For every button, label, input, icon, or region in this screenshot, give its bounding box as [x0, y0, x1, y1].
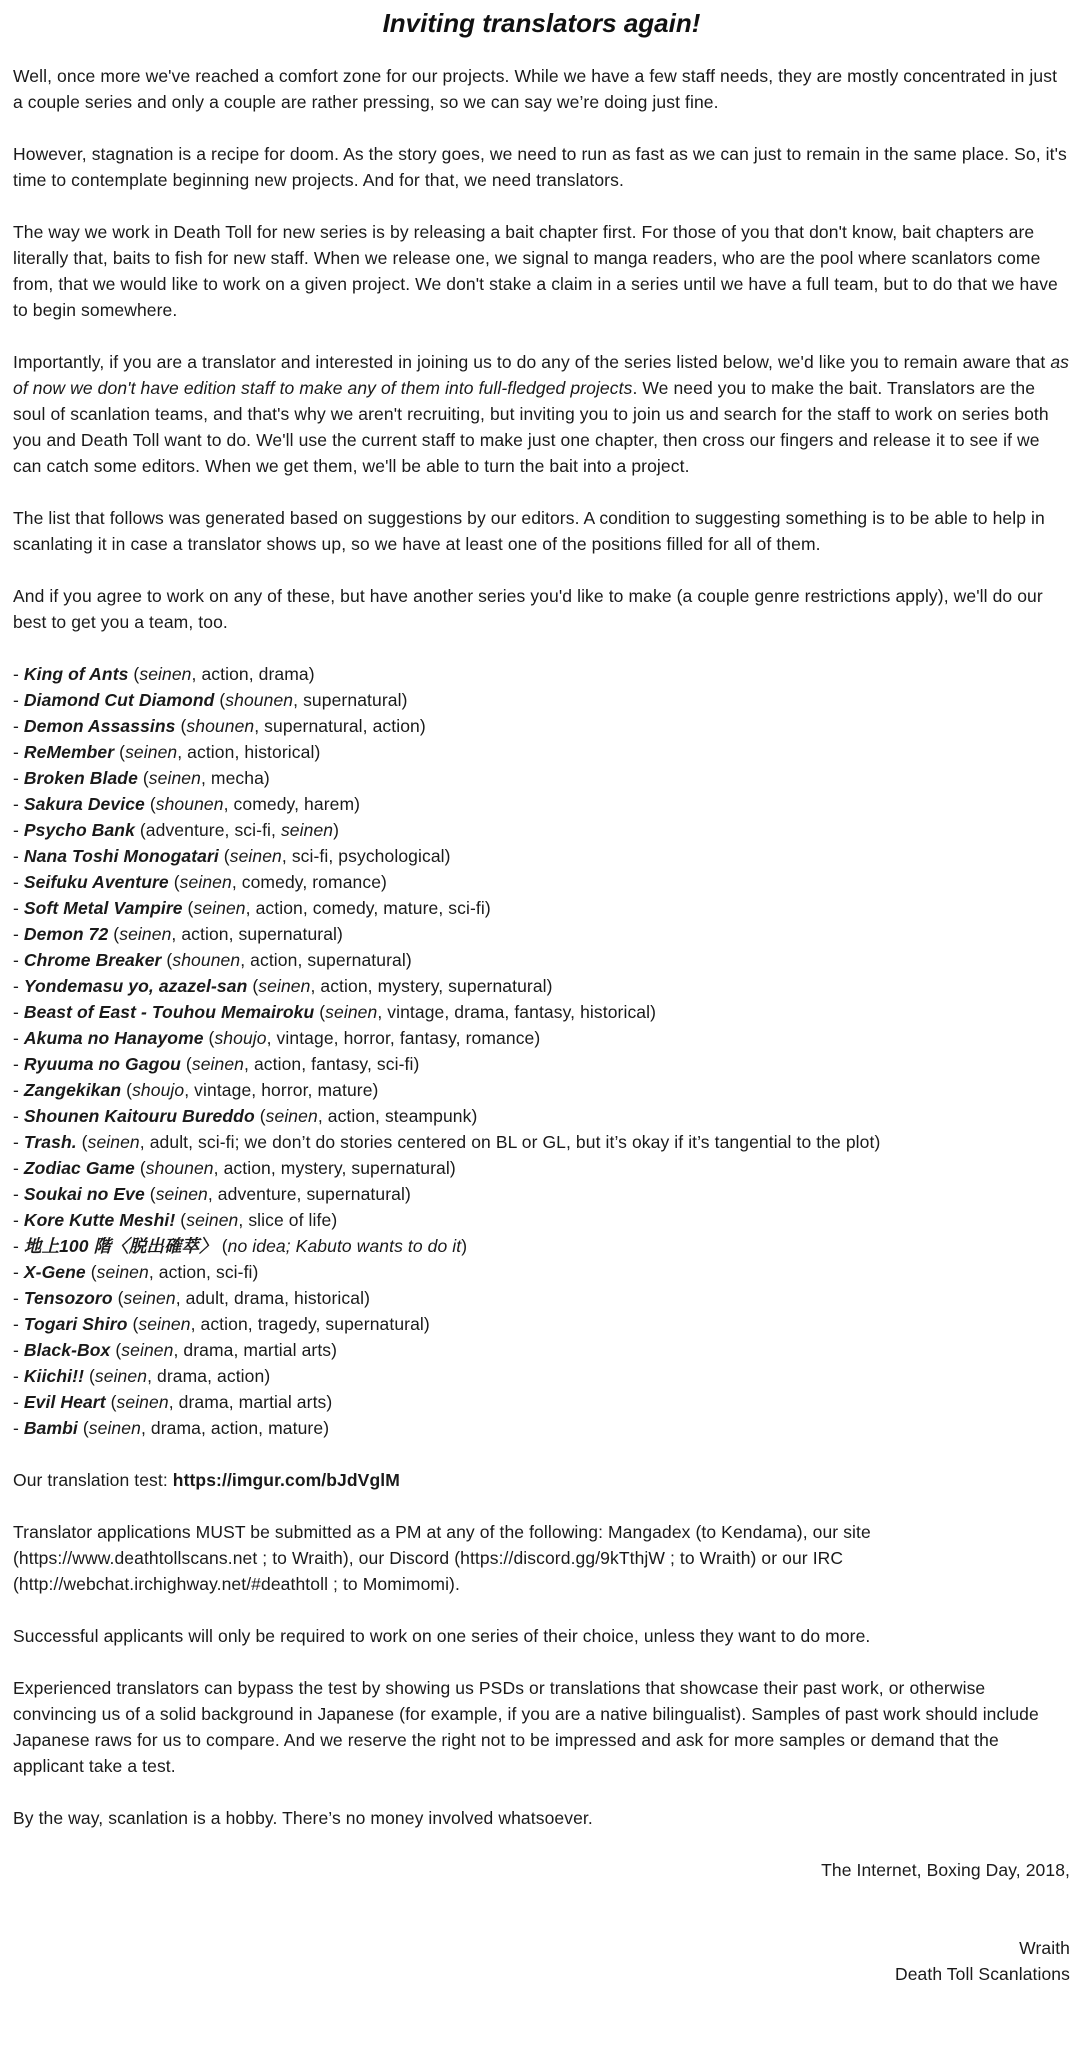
emphasized-text: seinen	[125, 742, 178, 762]
series-list-item: - Broken Blade (seinen, mecha)	[13, 768, 270, 788]
series-title: Ryuuma no Gagou	[23, 1054, 181, 1074]
series-title: Kiichi!!	[23, 1366, 84, 1386]
emphasized-text: seinen	[148, 768, 201, 788]
series-title: Soft Metal Vampire	[23, 898, 183, 918]
series-title: Psycho Bank	[23, 820, 135, 840]
series-title: Togari Shiro	[23, 1314, 128, 1334]
emphasized-text: seinen	[325, 1002, 378, 1022]
series-list-item: - Evil Heart (seinen, drama, martial arts)	[13, 1392, 333, 1412]
series-list-item: - Soft Metal Vampire (seinen, action, comedy, mature, sci-fi)	[13, 898, 491, 918]
emphasized-text: shoujo	[132, 1080, 185, 1100]
series-title: ReMember	[23, 742, 115, 762]
emphasized-text: seinen	[87, 1132, 140, 1152]
series-list-item: - ReMember (seinen, action, historical)	[13, 742, 321, 762]
series-list-item: - Demon 72 (seinen, action, supernatural)	[13, 924, 343, 944]
series-list-item: - Black-Box (seinen, drama, martial arts)	[13, 1340, 338, 1360]
emphasized-text: seinen	[96, 1262, 149, 1282]
series-list-item: - Bambi (seinen, drama, action, mature)	[13, 1418, 330, 1438]
series-list	[13, 661, 1070, 1441]
paragraph: Translator applications MUST be submitted as a PM at any of the following: Mangadex (to Kendama), our site (https://www.deathtollscans.net ; to Wraith), our Discord (https://discord.gg/9kTthjW ; to Wraith) or our IRC (http://webchat.irchighway.net/#deathtoll ; to Momimomi).	[13, 1522, 871, 1594]
series-list-item: - Kore Kutte Meshi! (seinen, slice of life)	[13, 1210, 338, 1230]
series-title: Chrome Breaker	[23, 950, 162, 970]
series-list-item: - Demon Assassins (shounen, supernatural, action)	[13, 716, 426, 736]
paragraph: The way we work in Death Toll for new series is by releasing a bait chapter first. For those of you that don't know, bait chapters are literally that, baits to fish for new staff. When we release one, we signal to manga readers, who are the pool where scanlators come from, that we would like to work on a given project. We don't stake a claim in a series until we have a full team, but to do that we have to begin somewhere.	[13, 222, 1058, 320]
series-title: Demon Assassins	[23, 716, 176, 736]
series-list-item: - Zodiac Game (shounen, action, mystery, supernatural)	[13, 1158, 456, 1178]
series-list-item: - Trash. (seinen, adult, sci-fi; we don’t do stories centered on BL or GL, but it’s okay if it’s tangential to the plot)	[13, 1132, 881, 1152]
series-list-item: - Tensozoro (seinen, adult, drama, historical)	[13, 1288, 370, 1308]
series-list-item: - Beast of East - Touhou Memairoku (seinen, vintage, drama, fantasy, historical)	[13, 1002, 657, 1022]
series-list-item: - Chrome Breaker (shounen, action, supernatural)	[13, 950, 412, 970]
series-list-item: - King of Ants (seinen, action, drama)	[13, 664, 315, 684]
series-title: Black-Box	[23, 1340, 111, 1360]
series-title: Yondemasu yo, azazel-san	[23, 976, 248, 996]
series-title: Akuma no Hanayome	[23, 1028, 204, 1048]
series-title: Tensozoro	[23, 1288, 113, 1308]
series-list-item: - Psycho Bank (adventure, sci-fi, seinen)	[13, 820, 340, 840]
emphasized-text: seinen	[138, 1314, 191, 1334]
emphasized-text: shounen	[225, 690, 294, 710]
signoff-author: Wraith	[1019, 1938, 1070, 1958]
series-title: Evil Heart	[23, 1392, 106, 1412]
translation-test-line: Our translation test: https://imgur.com/bJdVglM	[13, 1470, 400, 1490]
paragraph: Importantly, if you are a translator and interested in joining us to do any of the series listed below, we'd like you to remain aware that as of now we don't have edition staff to make any of them into full-fledged projects. We need you to make the bait. Translators are the soul of scanlation teams, and that's why we aren't recruiting, but inviting you to join us and search for the staff to work on series both you and Death Toll want to do. We'll use the current staff to make just one chapter, then cross our fingers and release it to see if we can catch some editors. When we get them, we'll be able to turn the bait into a project.	[13, 352, 1070, 476]
emphasized-text: seinen	[155, 1184, 208, 1204]
series-title: Shounen Kaitouru Bureddo	[23, 1106, 255, 1126]
emphasized-text: shounen	[186, 716, 255, 736]
series-list-item: - Akuma no Hanayome (shoujo, vintage, horror, fantasy, romance)	[13, 1028, 541, 1048]
emphasized-text: shounen	[172, 950, 241, 970]
signoff-date: The Internet, Boxing Day, 2018,	[821, 1860, 1070, 1880]
series-title: Soukai no Eve	[23, 1184, 145, 1204]
emphasized-text: seinen	[119, 924, 172, 944]
page-title: Inviting translators again!	[382, 8, 701, 38]
series-list-item: - Yondemasu yo, azazel-san (seinen, action, mystery, supernatural)	[13, 976, 553, 996]
series-list-item: - Seifuku Aventure (seinen, comedy, romance)	[13, 872, 387, 892]
emphasized-text: no idea; Kabuto wants to do it	[227, 1236, 462, 1256]
closing-paragraphs	[13, 1519, 1070, 1831]
emphasized-text: shounen	[155, 794, 224, 814]
series-list-item: - Shounen Kaitouru Bureddo (seinen, action, steampunk)	[13, 1106, 478, 1126]
series-list-item: - 地上100 階〈脱出確萃〉 (no idea; Kabuto wants to do it)	[13, 1236, 468, 1256]
paragraph: And if you agree to work on any of these, but have another series you'd like to make (a couple genre restrictions apply), we'll do our best to get you a team, too.	[13, 586, 1043, 632]
series-title: 地上100 階〈脱出確萃〉	[23, 1236, 217, 1256]
emphasized-text: seinen	[186, 1210, 239, 1230]
emphasized-text: seinen	[258, 976, 311, 996]
series-title: Demon 72	[23, 924, 109, 944]
emphasized-text: seinen	[88, 1418, 141, 1438]
emphasized-text: seinen	[94, 1366, 148, 1386]
paragraph: By the way, scanlation is a hobby. There’s no money involved whatsoever.	[13, 1808, 593, 1828]
series-list-item: - Sakura Device (shounen, comedy, harem)	[13, 794, 361, 814]
translation-test-url: https://imgur.com/bJdVglM	[172, 1470, 400, 1490]
emphasized-text: seinen	[179, 872, 232, 892]
series-title: Bambi	[23, 1418, 78, 1438]
paragraph: Well, once more we've reached a comfort zone for our projects. While we have a few staff needs, they are mostly concentrated in just a couple series and only a couple are rather pressing, so we can say we’re doing just fine.	[13, 66, 1058, 112]
intro-paragraphs	[13, 63, 1070, 635]
series-title: X-Gene	[23, 1262, 86, 1282]
paragraph: However, stagnation is a recipe for doom. As the story goes, we need to run as fast as we can just to remain in the same place. So, it's time to contemplate beginning new projects. And for that, we need translators.	[13, 144, 1067, 190]
series-title: Seifuku Aventure	[23, 872, 169, 892]
series-title: Zodiac Game	[23, 1158, 135, 1178]
series-list-item: - Ryuuma no Gagou (seinen, action, fantasy, sci-fi)	[13, 1054, 420, 1074]
emphasized-text: seinen	[116, 1392, 169, 1412]
series-title: Sakura Device	[23, 794, 145, 814]
emphasized-text: shounen	[145, 1158, 214, 1178]
series-title: Nana Toshi Monogatari	[23, 846, 219, 866]
series-list-item: - Nana Toshi Monogatari (seinen, sci-fi, psychological)	[13, 846, 451, 866]
signoff-group: Death Toll Scanlations	[894, 1964, 1070, 1984]
paragraph: Experienced translators can bypass the test by showing us PSDs or translations that showcase their past work, or otherwise convincing us of a solid background in Japanese (for example, if you are a native bilingualist). Samples of past work should include Japanese raws for us to compare. And we reserve the right not to be impressed and ask for more samples or demand that the applicant take a test.	[13, 1678, 1039, 1776]
series-title: Beast of East - Touhou Memairoku	[23, 1002, 315, 1022]
emphasized-text: seinen	[193, 898, 246, 918]
series-list-item: - Zangekikan (shoujo, vintage, horror, mature)	[13, 1080, 379, 1100]
emphasized-text: seinen	[123, 1288, 176, 1308]
series-list-item: - Diamond Cut Diamond (shounen, supernatural)	[13, 690, 408, 710]
series-list-item: - Soukai no Eve (seinen, adventure, supernatural)	[13, 1184, 411, 1204]
series-title: Broken Blade	[23, 768, 138, 788]
emphasized-text: shoujo	[214, 1028, 267, 1048]
emphasized-text: seinen	[229, 846, 282, 866]
signoff-block	[13, 1857, 1070, 1987]
series-title: Zangekikan	[23, 1080, 122, 1100]
series-list-item: - Kiichi!! (seinen, drama, action)	[13, 1366, 271, 1386]
paragraph: The list that follows was generated based on suggestions by our editors. A condition to suggesting something is to be able to help in scanlating it in case a translator shows up, so we have at least one of the positions filled for all of them.	[13, 508, 1045, 554]
series-title: Trash.	[23, 1132, 77, 1152]
series-list-item: - Togari Shiro (seinen, action, tragedy, supernatural)	[13, 1314, 430, 1334]
series-title: King of Ants	[23, 664, 129, 684]
paragraph: Successful applicants will only be required to work on one series of their choice, unless they want to do more.	[13, 1626, 871, 1646]
emphasized-text: seinen	[265, 1106, 318, 1126]
emphasized-text: seinen	[191, 1054, 245, 1074]
emphasized-text: seinen	[121, 1340, 174, 1360]
series-title: Kore Kutte Meshi!	[23, 1210, 176, 1230]
emphasized-text: seinen	[280, 820, 334, 840]
emphasized-text: as of now we don't have edition staff to make any of them into full-fledged projects	[13, 352, 1070, 398]
emphasized-text: seinen	[139, 664, 192, 684]
series-list-item: - X-Gene (seinen, action, sci-fi)	[13, 1262, 259, 1282]
series-title: Diamond Cut Diamond	[23, 690, 215, 710]
